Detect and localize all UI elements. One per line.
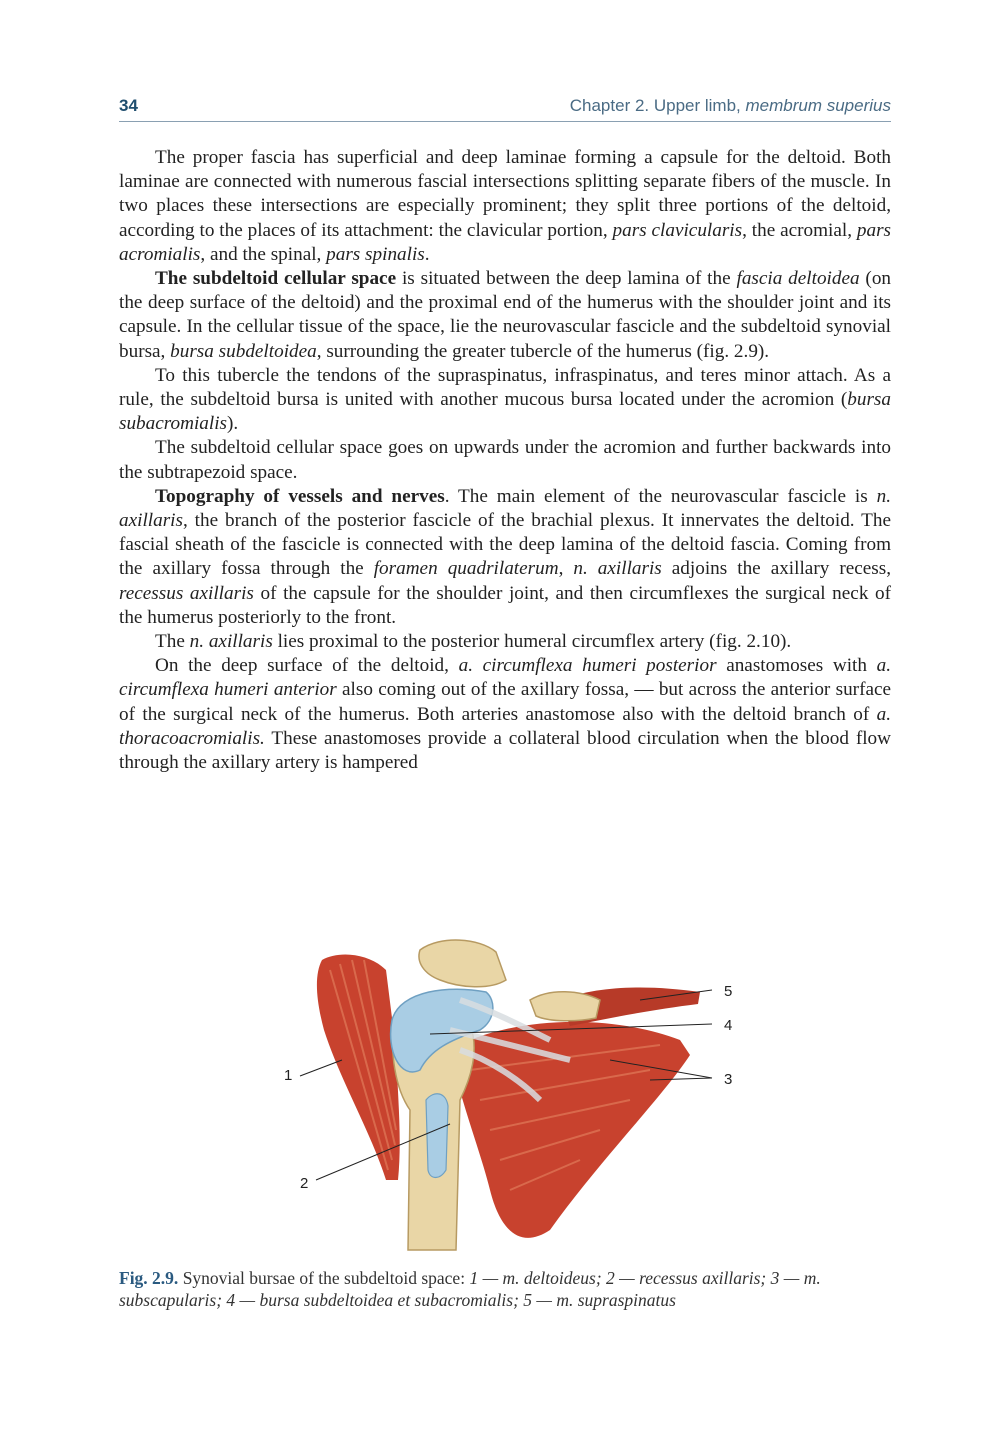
text-run: To this tubercle the tendons of the supraspinatus, infraspinatus, and teres minor attach. As a rule, the subdeltoid bursa is united with another mucous bursa located under the acromion ( [119, 364, 891, 411]
bold-term: The subdeltoid cellular space [155, 268, 397, 290]
latin-term: pars clavicularis [612, 219, 743, 241]
figure-label-3: 3 [724, 1071, 733, 1088]
caption-legend: 1 — m. deltoideus; 2 — recessus axillaris; 3 — m. subscapularis; 4 — bursa subdeltoidea et subacromialis; 5 — m. supraspinatus [119, 1268, 821, 1310]
latin-term: fascia deltoidea [736, 268, 860, 290]
clavicle-bone [530, 992, 600, 1021]
text-run: . [424, 243, 430, 265]
paragraph-7 [119, 654, 891, 775]
text-run: The subdeltoid cellular space goes on upwards under the acromion and further backwards into the subtrapezoid space. [119, 437, 891, 483]
chapter-title [570, 96, 891, 116]
chapter-title-latin: membrum superius [745, 96, 891, 115]
paragraph-2 [119, 267, 891, 364]
text-run: , the branch of the posterior fascicle of the brachial plexus. It innervates the deltoid. The fascial sheath of the fascicle is connected with the deep lamina of the deltoid fascia. Coming from the axillary fossa through the [119, 510, 891, 580]
text-run: , [558, 558, 574, 580]
bold-term: Topography of vessels and nerves [155, 485, 445, 507]
text-run: (on the deep surface of the deltoid) and the proximal end of the humerus with the shoulder joint and its capsule. In the cellular tissue of the space, lie the neurovascular fascicle and the subdeltoid synovial bursa, [119, 268, 892, 362]
header-rule [119, 121, 891, 122]
latin-term: bursa subacromialis [119, 389, 891, 435]
latin-term: bursa subdeltoidea [170, 340, 317, 362]
text-run: anastomoses with [716, 655, 877, 677]
latin-term: recessus axillaris [119, 582, 254, 604]
text-run: also coming out of the axillary fossa, — but across the anterior surface of the surgical neck of the humerus. Both arteries anastomose also with the deltoid branch of [119, 679, 892, 725]
shoulder-anatomy-illustration [284, 930, 760, 1270]
latin-term: n. axillaris [573, 558, 662, 580]
body-text [119, 146, 891, 775]
figure-2-9 [284, 930, 760, 1270]
paragraph-1 [119, 146, 891, 267]
latin-term: pars acromialis [119, 219, 891, 265]
latin-term: n. axillaris [189, 631, 273, 653]
figure-label-1: 1 [284, 1067, 293, 1084]
latin-term: a. circumflexa humeri anterior [119, 655, 892, 701]
text-run: of the capsule for the shoulder joint, and then circumflexes the surgical neck of the humerus posteriorly to the front. [119, 582, 891, 628]
text-run: , the acromial, [742, 219, 857, 241]
leader-line-1 [300, 1060, 342, 1076]
axillary-recess [426, 1094, 448, 1178]
text-run: The [155, 631, 190, 653]
text-run: These anastomoses provide a collateral blood circulation when the blood flow through the axillary artery is hampered [119, 727, 891, 774]
paragraph-6 [119, 630, 891, 654]
figure-label-2: 2 [300, 1175, 309, 1192]
acromion-bone [419, 940, 506, 987]
figure-label-5: 5 [724, 983, 733, 1000]
latin-term: a. circumflexa humeri posterior [458, 655, 717, 677]
running-header [119, 92, 891, 120]
latin-term: a. thoracoacromialis. [119, 703, 891, 749]
subscapularis-muscle [450, 1022, 690, 1238]
latin-term: foramen quadrilaterum [373, 558, 559, 580]
text-run: lies proximal to the posterior humeral circumflex artery (fig. 2.10). [272, 631, 792, 653]
text-run: The proper fascia has superficial and deep laminae forming a capsule for the deltoid. Both laminae are connected with numerous fascial intersections splitting separate fibers of the muscle. In two places these intersections are especially prominent; they split three portions of the deltoid, according to the places of its attachment: the clavicular portion, [119, 147, 891, 241]
text-run: , and the spinal, [200, 243, 327, 265]
figure-label-4: 4 [724, 1017, 733, 1034]
figure-caption [119, 1267, 891, 1311]
text-run: is situated between the deep lamina of the [396, 268, 737, 290]
page-number: 34 [119, 96, 138, 115]
text-run: ). [227, 413, 239, 435]
text-run: On the deep surface of the deltoid, [155, 655, 459, 677]
paragraph-4 [119, 436, 891, 484]
latin-term: n. axillaris [119, 485, 891, 532]
paragraph-5 [119, 485, 891, 630]
caption-figure-number: Fig. 2.9. [119, 1268, 179, 1288]
caption-text: Synovial bursae of the subdeltoid space: [178, 1268, 470, 1288]
latin-term: pars spinalis [326, 243, 425, 265]
text-run: , surrounding the greater tubercle of the humerus (fig. 2.9). [316, 340, 770, 362]
paragraph-3 [119, 364, 891, 437]
text-run: adjoins the axillary recess, [661, 558, 891, 580]
text-run: . The main element of the neurovascular fascicle is [444, 485, 877, 507]
chapter-title-text: Chapter 2. Upper limb, [569, 96, 746, 115]
